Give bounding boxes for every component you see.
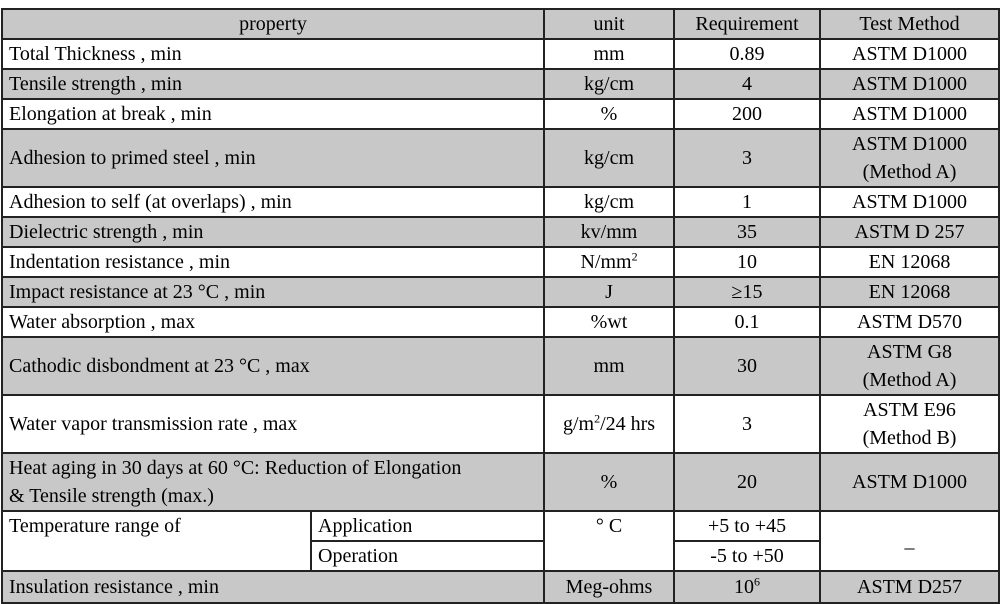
unit-cell: %wt bbox=[544, 307, 674, 337]
header-row bbox=[2, 9, 999, 39]
temperature-unit: ° C bbox=[544, 511, 674, 571]
table-row bbox=[2, 277, 999, 307]
method-cell: EN 12068 bbox=[820, 277, 999, 307]
requirement-cell: 10 bbox=[674, 247, 820, 277]
property-cell: Cathodic disbondment at 23 °C , max bbox=[2, 337, 544, 395]
temperature-application-label: Application bbox=[311, 511, 544, 541]
property-line: Heat aging in 30 days at 60 °C: Reduction of Elongation bbox=[9, 457, 462, 479]
unit-cell: J bbox=[544, 277, 674, 307]
temperature-operation-requirement: -5 to +50 bbox=[674, 541, 820, 571]
unit-cell: kg/cm bbox=[544, 69, 674, 99]
unit-cell: % bbox=[544, 99, 674, 129]
unit-cell: kg/cm bbox=[544, 129, 674, 187]
unit-cell bbox=[544, 247, 674, 277]
table-row bbox=[2, 187, 999, 217]
table-row bbox=[2, 39, 999, 69]
table-row bbox=[2, 337, 999, 395]
requirement-superscript: 6 bbox=[754, 574, 761, 589]
unit-cell: % bbox=[544, 453, 674, 511]
property-cell: Adhesion to primed steel , min bbox=[2, 129, 544, 187]
method-cell: ASTM D 257 bbox=[820, 217, 999, 247]
method-line: ASTM G8 bbox=[867, 341, 953, 363]
temperature-row-application bbox=[2, 511, 999, 541]
table-row bbox=[2, 247, 999, 277]
insulation-row bbox=[2, 571, 999, 603]
method-line: ASTM E96 bbox=[863, 399, 956, 421]
header-test-method: Test Method bbox=[820, 9, 999, 39]
method-line: (Method A) bbox=[862, 161, 957, 183]
method-cell bbox=[820, 129, 999, 187]
unit-cell: kg/cm bbox=[544, 187, 674, 217]
table-row bbox=[2, 69, 999, 99]
requirement-cell: 200 bbox=[674, 99, 820, 129]
unit-cell: Meg-ohms bbox=[544, 571, 674, 603]
header-property: property bbox=[2, 9, 544, 39]
requirement-cell: 0.1 bbox=[674, 307, 820, 337]
requirement-cell: 20 bbox=[674, 453, 820, 511]
method-cell bbox=[820, 337, 999, 395]
table-row bbox=[2, 395, 999, 453]
header-requirement: Requirement bbox=[674, 9, 820, 39]
unit-cell: mm bbox=[544, 39, 674, 69]
property-cell: Total Thickness , min bbox=[2, 39, 544, 69]
temperature-application-requirement: +5 to +45 bbox=[674, 511, 820, 541]
method-cell: EN 12068 bbox=[820, 247, 999, 277]
table-row bbox=[2, 307, 999, 337]
method-line: (Method B) bbox=[862, 427, 957, 449]
requirement-base: 10 bbox=[734, 576, 755, 598]
unit-cell bbox=[544, 395, 674, 453]
property-cell: Insulation resistance , min bbox=[2, 571, 544, 603]
unit-superscript: 2 bbox=[631, 249, 638, 264]
requirement-cell: 3 bbox=[674, 395, 820, 453]
property-cell: Indentation resistance , min bbox=[2, 247, 544, 277]
method-cell: ASTM D1000 bbox=[820, 39, 999, 69]
header-unit: unit bbox=[544, 9, 674, 39]
property-cell: Water vapor transmission rate , max bbox=[2, 395, 544, 453]
temperature-operation-label: Operation bbox=[311, 541, 544, 571]
table-row bbox=[2, 129, 999, 187]
unit-cell: kv/mm bbox=[544, 217, 674, 247]
unit-tail: /24 hrs bbox=[600, 413, 656, 435]
method-cell: ASTM D570 bbox=[820, 307, 999, 337]
property-cell: Impact resistance at 23 °C , min bbox=[2, 277, 544, 307]
requirement-cell: 0.89 bbox=[674, 39, 820, 69]
requirement-cell: 3 bbox=[674, 129, 820, 187]
method-cell: ASTM D1000 bbox=[820, 99, 999, 129]
temperature-method: _ bbox=[820, 511, 999, 571]
requirement-cell bbox=[674, 571, 820, 603]
method-line: (Method A) bbox=[862, 369, 957, 391]
property-cell: Tensile strength , min bbox=[2, 69, 544, 99]
requirement-cell: ≥15 bbox=[674, 277, 820, 307]
temperature-label: Temperature range of bbox=[2, 511, 311, 571]
unit-base: g/m bbox=[562, 413, 595, 435]
method-cell: ASTM D1000 bbox=[820, 69, 999, 99]
method-cell: ASTM D257 bbox=[820, 571, 999, 603]
property-line: & Tensile strength (max.) bbox=[9, 485, 214, 507]
method-line: ASTM D1000 bbox=[852, 133, 968, 155]
unit-base: N/mm bbox=[580, 251, 632, 273]
specification-table bbox=[1, 8, 1000, 604]
requirement-cell: 35 bbox=[674, 217, 820, 247]
unit-superscript: 2 bbox=[594, 411, 601, 426]
requirement-cell: 4 bbox=[674, 69, 820, 99]
property-cell: Elongation at break , min bbox=[2, 99, 544, 129]
table-row bbox=[2, 217, 999, 247]
property-cell bbox=[2, 453, 544, 511]
requirement-cell: 1 bbox=[674, 187, 820, 217]
property-cell: Dielectric strength , min bbox=[2, 217, 544, 247]
table-row bbox=[2, 99, 999, 129]
method-cell: ASTM D1000 bbox=[820, 453, 999, 511]
property-cell: Adhesion to self (at overlaps) , min bbox=[2, 187, 544, 217]
method-cell: ASTM D1000 bbox=[820, 187, 999, 217]
unit-cell: mm bbox=[544, 337, 674, 395]
property-cell: Water absorption , max bbox=[2, 307, 544, 337]
method-cell bbox=[820, 395, 999, 453]
table-row bbox=[2, 453, 999, 511]
requirement-cell: 30 bbox=[674, 337, 820, 395]
